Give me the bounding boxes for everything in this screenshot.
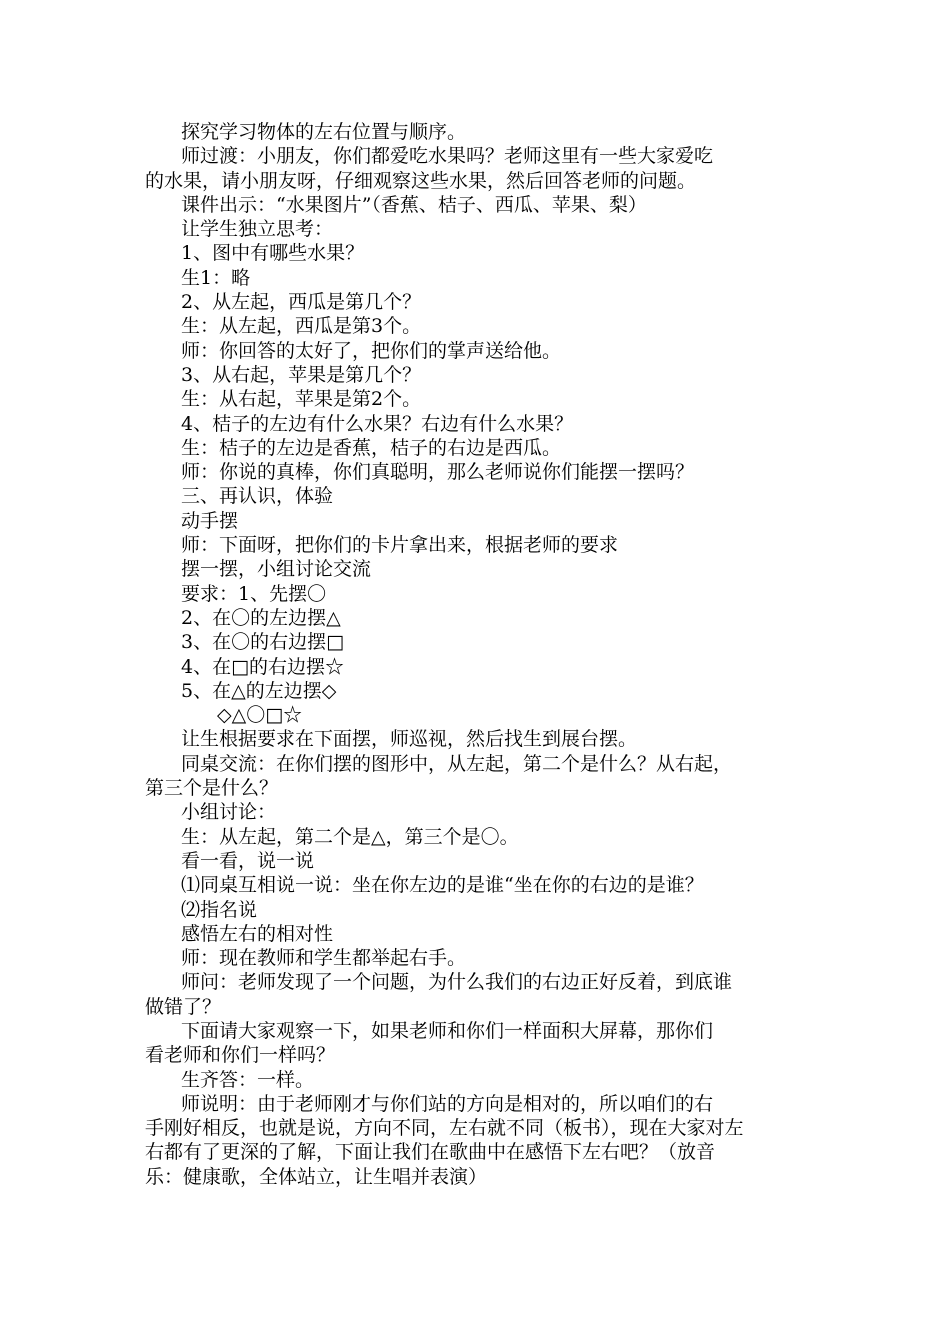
paragraph <box>145 412 810 436</box>
paragraph <box>145 655 810 679</box>
text-line: 乐：健康歌，全体站立，让生唱并表演） <box>145 1165 488 1188</box>
text-line: 第三个是什么？ <box>145 777 279 800</box>
paragraph <box>145 557 810 581</box>
paragraph <box>145 825 810 849</box>
text-line: ◇△〇□☆ <box>217 704 303 727</box>
text-line: 师说明：由于老师刚才与你们站的方向是相对的，所以咱们的右 <box>181 1092 714 1115</box>
paragraph <box>145 266 810 290</box>
paragraph <box>145 898 810 922</box>
text-line: 师：你回答的太好了，把你们的掌声送给他。 <box>181 339 562 362</box>
text-line: 师过渡：小朋友，你们都爱吃水果吗？老师这里有一些大家爱吃 <box>181 145 714 168</box>
text-line: 3、从右起，苹果是第几个？ <box>181 363 422 386</box>
text-line: 生1：略 <box>181 266 251 289</box>
paragraph <box>145 849 810 873</box>
paragraph <box>145 582 810 606</box>
text-line: 三、再认识，体验 <box>181 485 334 508</box>
text-line: ⑵指名说 <box>181 898 258 921</box>
paragraph <box>145 946 810 970</box>
text-line: 同桌交流：在你们摆的图形中，从左起，第二个是什么？从右起， <box>181 752 733 775</box>
paragraph <box>145 144 810 193</box>
text-line: 生：从左起，西瓜是第3个。 <box>181 315 422 338</box>
text-line: 右都有了更深的了解，下面让我们在歌曲中在感悟下左右吧？（放音 <box>145 1141 716 1164</box>
text-line: 下面请大家观察一下，如果老师和你们一样面积大屏幕，那你们 <box>181 1019 714 1042</box>
text-line: 1、图中有哪些水果？ <box>181 242 365 265</box>
text-line: 感悟左右的相对性 <box>181 922 334 945</box>
paragraph <box>145 290 810 314</box>
paragraph <box>145 606 810 630</box>
paragraph <box>145 460 810 484</box>
paragraph <box>145 873 810 897</box>
paragraph <box>145 1092 810 1189</box>
text-line: 让学生独立思考： <box>181 218 334 241</box>
text-line: 生齐答：一样。 <box>181 1068 315 1091</box>
paragraph <box>145 703 810 727</box>
paragraph <box>145 970 810 1019</box>
text-line: 摆一摆，小组讨论交流 <box>181 558 372 581</box>
paragraph <box>145 533 810 557</box>
text-line: 师：下面呀，把你们的卡片拿出来，根据老师的要求 <box>181 534 619 557</box>
text-line: 师：现在教师和学生都举起右手。 <box>181 947 467 970</box>
paragraph <box>145 314 810 338</box>
paragraph <box>145 217 810 241</box>
paragraph <box>145 1019 810 1068</box>
paragraph <box>145 193 810 217</box>
paragraph <box>145 752 810 801</box>
paragraph <box>145 339 810 363</box>
paragraph <box>145 387 810 411</box>
paragraph <box>145 922 810 946</box>
text-line: 生：从左起，第二个是△，第三个是〇。 <box>181 825 519 848</box>
paragraph <box>145 1068 810 1092</box>
paragraph <box>145 679 810 703</box>
text-line: 4、桔子的左边有什么水果？右边有什么水果？ <box>181 412 574 435</box>
text-line: 看老师和你们一样吗？ <box>145 1044 336 1067</box>
text-line: 动手摆 <box>181 509 239 532</box>
text-line: 小组讨论： <box>181 801 277 824</box>
text-line: 课件出示：“水果图片”（香蕉、桔子、西瓜、苹果、梨） <box>181 193 647 216</box>
text-line: 做错了？ <box>145 995 222 1018</box>
text-line: 2、从左起，西瓜是第几个？ <box>181 291 422 314</box>
paragraph <box>145 241 810 265</box>
document-body <box>145 120 810 1189</box>
paragraph <box>145 363 810 387</box>
paragraph <box>145 630 810 654</box>
text-line: 师：你说的真棒，你们真聪明，那么老师说你们能摆一摆吗？ <box>181 461 695 484</box>
text-line: 2、在〇的左边摆△ <box>181 606 341 629</box>
text-line: 的水果，请小朋友呀，仔细观察这些水果，然后回答老师的问题。 <box>145 169 697 192</box>
text-line: 让生根据要求在下面摆，师巡视，然后找生到展台摆。 <box>181 728 638 751</box>
text-line: 要求：1、先摆〇 <box>181 582 327 605</box>
paragraph <box>145 509 810 533</box>
paragraph <box>145 436 810 460</box>
text-line: 5、在△的左边摆◇ <box>181 679 337 702</box>
text-line: 看一看，说一说 <box>181 849 315 872</box>
text-line: 4、在□的右边摆☆ <box>181 655 345 678</box>
text-line: ⑴同桌互相说一说：坐在你左边的是谁“坐在你的右边的是谁？ <box>181 874 704 897</box>
text-line: 探究学习物体的左右位置与顺序。 <box>181 121 467 143</box>
text-line: 生：桔子的左边是香蕉，桔子的右边是西瓜。 <box>181 436 562 459</box>
text-line: 生：从右起，苹果是第2个。 <box>181 388 422 411</box>
text-line: 师问：老师发现了一个问题，为什么我们的右边正好反着，到底谁 <box>181 971 733 994</box>
text-line: 3、在〇的右边摆□ <box>181 631 345 654</box>
paragraph <box>145 484 810 508</box>
text-line: 手刚好相反，也就是说，方向不同，左右就不同（板书），现在大家对左 <box>145 1117 744 1140</box>
paragraph <box>145 120 810 144</box>
paragraph <box>145 727 810 751</box>
paragraph <box>145 800 810 824</box>
